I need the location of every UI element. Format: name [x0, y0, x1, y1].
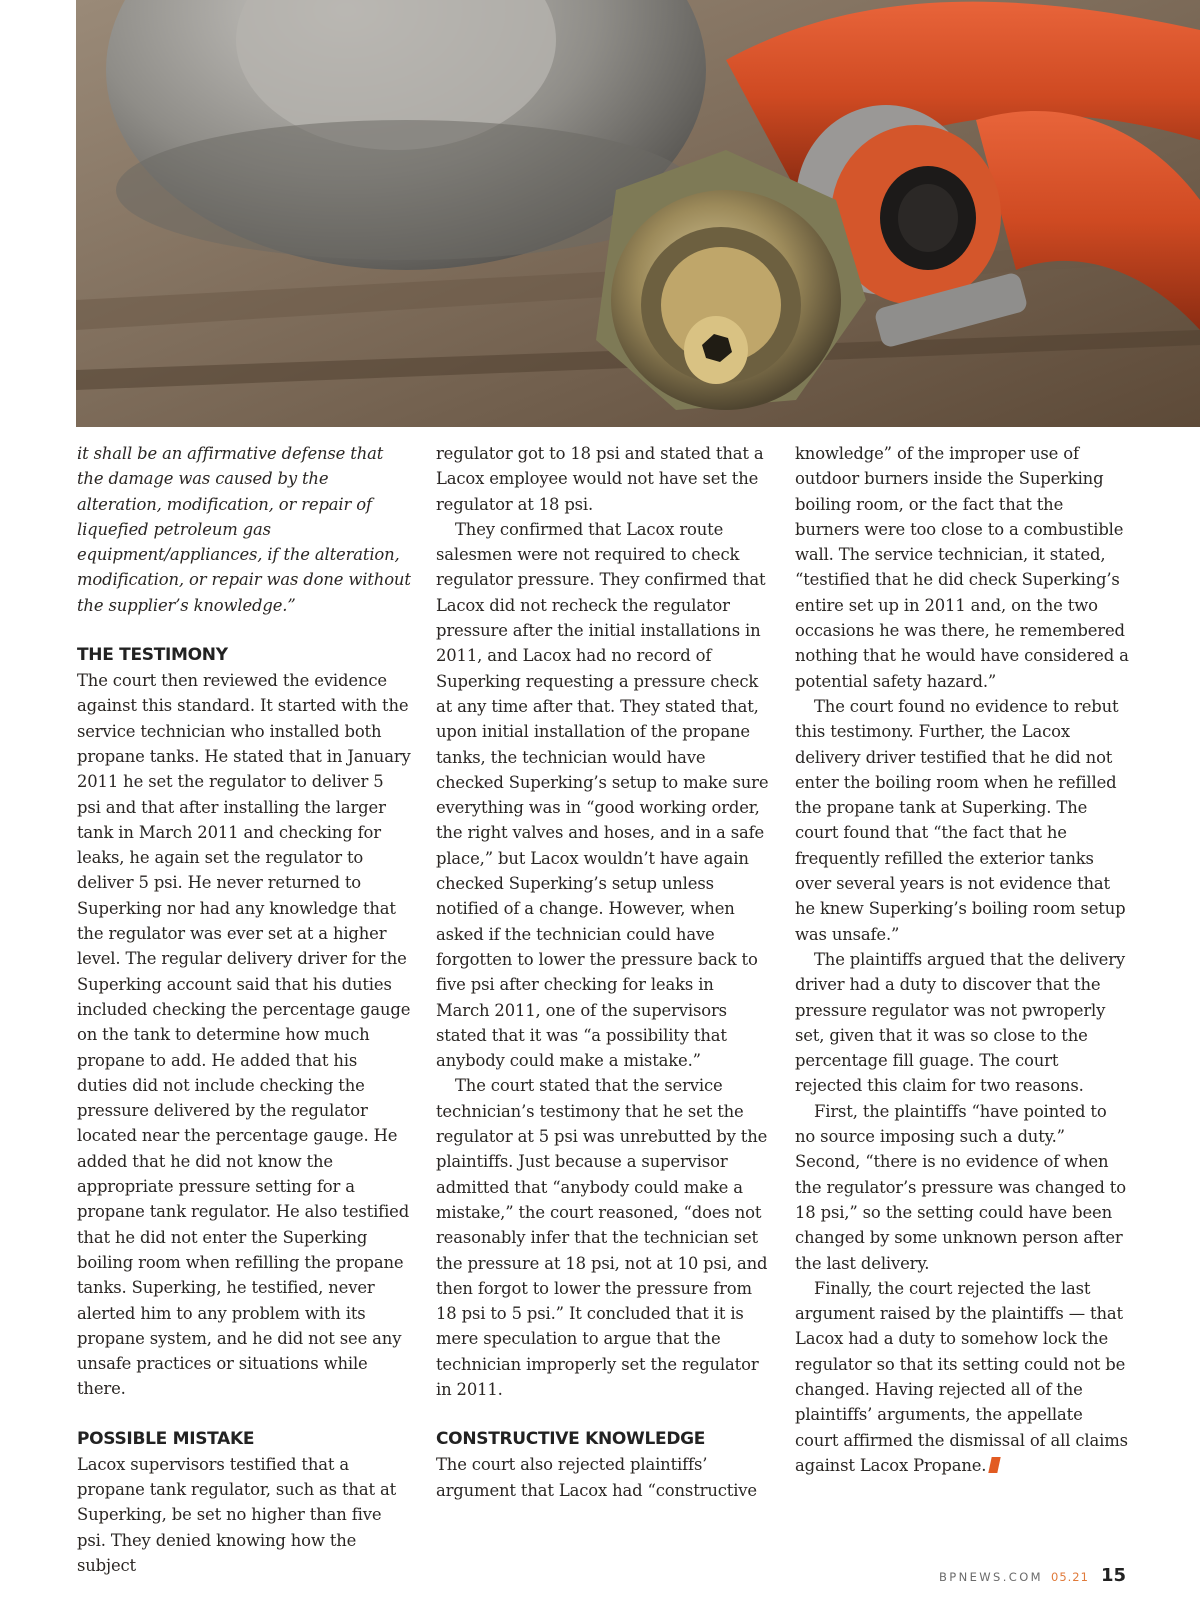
issue-date: 05.21 — [1051, 1570, 1089, 1584]
heading-possible-mistake: POSSIBLE MISTAKE — [77, 1428, 255, 1449]
photo-illustration — [76, 0, 1200, 427]
paragraph: The court stated that the service technician’s testimony that he set the regulator at 5 psi was unrebutted by the plaintiffs. Just because a supervisor admitted that “anybody could make a mistake,” the court reasoned, “does not reasonably infer that the technician set the pressure at 18 psi, not at 10 psi, and then forgot to lower the pressure from 18 psi to 5 psi.” It concluded that it is mere speculation to argue that the technician improperly set the regulator in 2011. — [436, 1076, 768, 1399]
heading-constructive-knowledge: CONSTRUCTIVE KNOWLEDGE — [436, 1429, 706, 1450]
statute-quote-end: it shall be an affirmative defense that the damage was caused by the alteration, modification, or repair of liquefied petroleum gas equipment/appliances, if the alteration, modification, or repair was done without the supplier’s knowledge.” — [77, 444, 411, 615]
regulator-hose-photo — [76, 0, 1200, 427]
paragraph: The court found no evidence to rebut this testimony. Further, the Lacox delivery driver testified that he did not enter the boiling room when he refilled the propane tank at Superking. The court found that “the fact that he frequently refilled the exterior tanks over several years is not evidence that he knew Superking’s boiling room setup was unsafe.” — [795, 696, 1126, 944]
end-of-article-mark-icon — [989, 1457, 1001, 1473]
heading-the-testimony: THE TESTIMONY — [77, 645, 228, 666]
paragraph-testimony: The court then reviewed the evidence against this standard. It started with the service technician who installed both propane tanks. He stated that in January 2011 he set the regulator to deliver 5 psi and that after installing the larger tank in March 2011 and checking for leaks, he again set the regulator to deliver 5 psi. He never returned to Superking nor had any knowledge that the regulator was ever set at a higher level. The regular delivery driver for the Superking account said that his duties included checking the percentage gauge on the tank to determine how much propane to add. He added that his duties did not include checking the pressure delivered by the regulator located near the percentage gauge. He added that he did not know the appropriate pressure setting for a propane tank regulator. He also testified that he did not enter the Superking boiling room when refilling the propane tanks. Superking, he testified, never alerted him to any problem with its propane system, and he did not see any unsafe practices or situations while there. — [77, 671, 411, 1399]
paragraph-final — [795, 1276, 1130, 1478]
paragraph: They confirmed that Lacox route salesmen were not required to check regulator pressure. They confirmed that Lacox did not recheck the regulator pressure after the initial installations in 2011, and Lacox had no record of Superking requesting a pressure check at any time after that. They stated that, upon initial installation of the propane tanks, the technician would have checked Superking’s setup to make sure everything was in “good working order, the right valves and hoses, and in a safe place,” but Lacox wouldn’t have again checked Superking’s setup unless notified of a change. However, when asked if the technician could have forgotten to lower the pressure back to five psi after checking for leaks in March 2011, one of the supervisors stated that it was “a possibility that anybody could make a mistake.” — [436, 519, 769, 1071]
paragraph: knowledge” of the improper use of outdoor burners inside the Superking boiling room, or the fact that the burners were too close to a combustible wall. The service technician, it stated, “testified that he did check Superking’s entire set up in 2011 and, on the two occasions he was there, he remembered nothing that he would have considered a potential safety hazard.” — [795, 444, 1129, 691]
paragraph: The plaintiffs argued that the delivery driver had a duty to discover that the pressure regulator was not pwroperly set, given that it was so close to the percentage fill guage. The court rejected this claim for two reasons. — [795, 949, 1125, 1096]
paragraph: regulator got to 18 psi and stated that a Lacox employee would not have set the regulator at 18 psi. — [436, 444, 764, 514]
final-paragraph-text: Finally, the court rejected the last argument raised by the plaintiffs — that Lacox had a duty to somehow lock the regulator so that its setting could not be changed. Having rejected all of the plaintiffs’ arguments, the appellate court affirmed the dismissal of all claims against Lacox Propane. — [795, 1278, 1128, 1475]
page-number: 15 — [1100, 1565, 1126, 1586]
paragraph: The court also rejected plaintiffs’ argument that Lacox had “constructive — [436, 1455, 757, 1500]
paragraph: First, the plaintiffs “have pointed to no source imposing such a duty.” Second, “there is no evidence of when the regulator’s pressure was changed to 18 psi,” so the setting could have been changed by some unknown person after the last delivery. — [795, 1101, 1126, 1273]
paragraph-possible-mistake: Lacox supervisors testified that a propane tank regulator, such as that at Superking, be set no higher than five psi. They denied knowing how the subject — [77, 1454, 397, 1575]
article-column-1 — [77, 441, 412, 1578]
page-folio — [939, 1565, 1126, 1586]
site-url: BPNEWS.COM — [938, 1570, 1043, 1584]
article-column-2 — [436, 441, 771, 1503]
article-column-3 — [795, 441, 1130, 1478]
